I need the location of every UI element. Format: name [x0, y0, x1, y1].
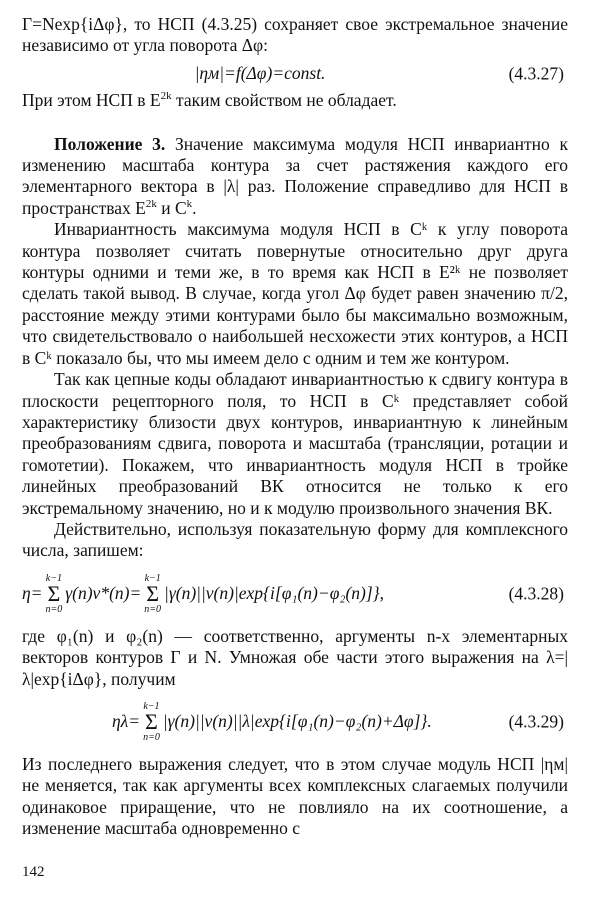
equation-number: (4.3.28) [508, 583, 564, 604]
sigma-glyph: Σ [47, 580, 61, 606]
statement-text: Значение максимума модуля НСП инвариантно к изменению масштаба контура за счет растяжения каждого его элементарного вектора в |λ| раз. Положение справедливо для НСП в пространствах E [22, 133, 568, 218]
summation-symbol [144, 573, 161, 615]
sum-lower-limit: n=0 [45, 603, 63, 615]
text-fragment: таким свойством не обладает. [171, 90, 397, 111]
paragraph-invariance: Инвариантность максимума модуля НСП в Cᵏ к углу поворота контура позволяет считать повернутые относительно друг друга контуры одними и теми же, в то время как НСП в E²ᵏ не позволяет сделать такой вывод. В случае, когда угол Δφ будет равен значению π/2, расстояние между этими контурами было бы максимально возможным, что свидетельствовало о наибольшей несхожести этих контуров, а НСП в Cᵏ показало бы, что мы имеем дело с одним и тем же контуром. [22, 219, 568, 368]
sum-upper-limit: k−1 [143, 700, 160, 712]
summation-symbol [143, 701, 160, 743]
superscript: k [186, 198, 193, 211]
paragraph-chain-codes: Так как цепные коды обладают инвариантностью к сдвигу контура в плоскости рецепторного поля, то НСП в Cᵏ представляет собой характеристику близости двух контуров, инвариантную к линейным преобразованиям сдвига, поворота и масштаба (трансляции, ротации и гомотетии). Покажем, что инвариантность модуля НСП в тройке линейных преобразований ВК относится не только к его экстремальному значению, но и к модулю произвольного значения ВК. [22, 369, 568, 518]
equation-middle: γ(n)ν*(n)= [65, 583, 142, 604]
equation-body: |ηм|=f(Δφ)=const. [194, 62, 326, 83]
paragraph-exponential-form: Действительно, используя показательную форму для комплексного числа, запишем: [22, 518, 568, 561]
text-fragment: При этом НСП в E [22, 90, 161, 111]
statement-label: Положение 3. [54, 133, 166, 154]
equation-lhs: ηλ= [112, 711, 141, 732]
equation-number: (4.3.29) [508, 711, 564, 732]
equation-4-3-28 [22, 568, 568, 620]
summation-symbol [46, 573, 63, 615]
sigma-glyph: Σ [146, 580, 160, 606]
paragraph-intro: Γ=Nexp{iΔφ}, то НСП (4.3.25) сохраняет свое экстремальное значение независимо от угла поворота Δφ: [22, 14, 568, 56]
equation-rhs: |γ(n)||ν(n)|exp{i[φ₁(n)−φ₂(n)]}, [164, 583, 385, 604]
text-fragment: и C [156, 197, 187, 218]
equation-4-3-29 [22, 696, 568, 748]
statement-3 [22, 134, 568, 220]
sum-lower-limit: n=0 [143, 731, 160, 743]
equation-4-3-27 [22, 63, 568, 84]
equation-rhs: |γ(n)||ν(n)||λ|exp{i[φ₁(n)−φ₂(n)+Δφ]}. [162, 711, 432, 732]
paragraph-e2k-note [22, 90, 568, 111]
paragraph-arguments: где φ₁(n) и φ₂(n) — соответственно, аргументы n-х элементарных векторов контуров Γ и N. Умножая обе части этого выражения на λ=|λ|exp{iΔφ}, получим [22, 625, 568, 689]
text-fragment: . [192, 197, 197, 218]
sum-lower-limit: n=0 [144, 603, 162, 615]
superscript: 2k [160, 90, 172, 103]
superscript: 2k [145, 198, 157, 211]
equation-lhs: η= [22, 583, 43, 604]
page-number: 142 [22, 864, 45, 880]
sum-upper-limit: k−1 [45, 572, 62, 584]
paragraph-conclusion: Из последнего выражения следует, что в этом случае модуль НСП |ηм| не меняется, так как аргументы всех комплексных слагаемых получили одинаковое приращение, что не повлияло на их соотношение, а изменение масштаба одновременно с [22, 753, 568, 839]
equation-number: (4.3.27) [508, 62, 564, 83]
sigma-glyph: Σ [145, 708, 158, 734]
sum-upper-limit: k−1 [144, 572, 161, 584]
